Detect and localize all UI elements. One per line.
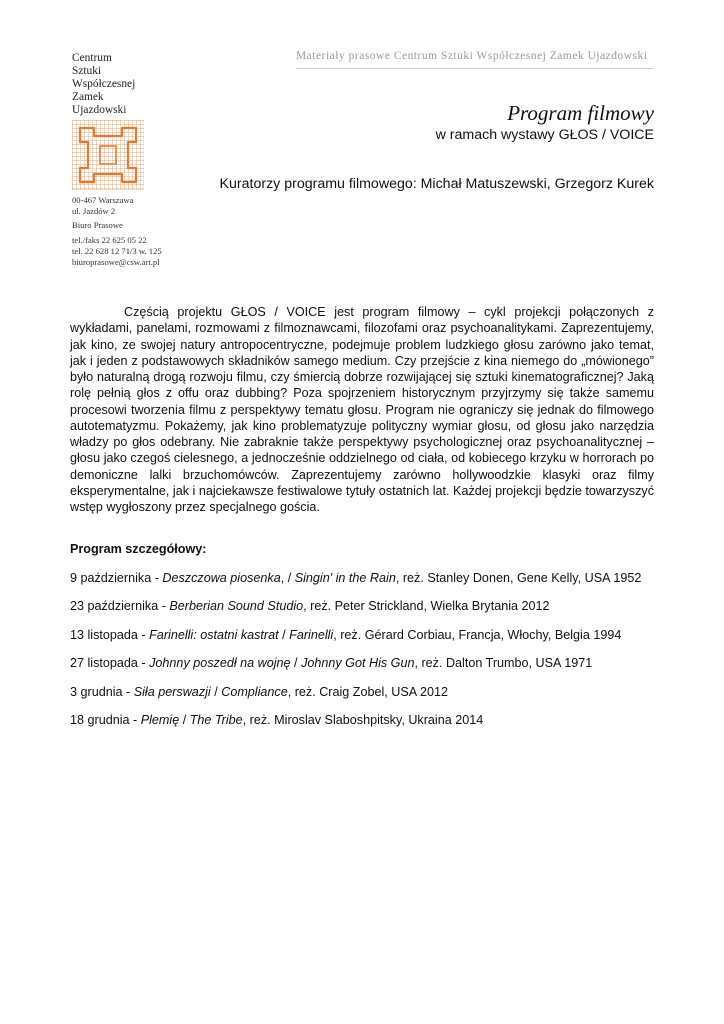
press-header: Materiały prasowe Centrum Sztuki Współczesnej Zamek Ujazdowski: [296, 50, 654, 69]
address-line: ul. Jazdów 2: [72, 206, 116, 217]
org-name-line: Centrum: [72, 52, 112, 64]
org-name: [72, 52, 135, 117]
program-title-original: The Tribe: [189, 713, 243, 727]
title-separator: /: [210, 684, 222, 699]
title-separator: /: [179, 713, 190, 727]
address-line: 00-467 Warszawa: [72, 195, 134, 205]
program-details: , reż. Dalton Trumbo, USA 1971: [414, 656, 593, 670]
title-separator: , /: [280, 571, 295, 585]
program-item: [70, 655, 670, 684]
program-title-pl: Deszczowa piosenka: [162, 571, 281, 585]
email: biuroprasowe@csw.art.pl: [72, 257, 160, 268]
program-details: , reż. Craig Zobel, USA 2012: [287, 684, 449, 699]
body-paragraph: Częścią projektu GŁOS / VOICE jest program filmowy – cykl projekcji połączonych z wykładami, panelami, rozmowami z filmoznawcami, filozofami oraz psychoanalitykami. Zaprezentujemy, jak kino, ze swojej natury antropocentryczne, podejmuje problem ludzkiego głosu zarówno jako temat, jak i jeden z podstawowych składników samego medium. Czy przejście z kina niemego do „mówionego” było naturalną drogą rozwoju filmu, czy śmiercią dobrze rozwijającej się sztuki kinematograficznej? Jaką rolę pełnią głos z offu oraz dubbing? Poza spojrzeniem historycznym przyjrzymy się także samemu procesowi tworzenia filmu z perspektywy tematu głosu. Program nie ograniczy się jednak do filmowego autotematyzmu. Pokażemy, jak kino problematyzuje polityczny wymiar głosu, od głosu jako narzędzia władzy po głos odebrany. Nie zabraknie także perspektywy psychologicznej oraz psychoanalitycznej – głosu jako czegoś cielesnego, a jednocześnie oddzielnego od ciała, od kobiecego krzyku w horrorach po demoniczne lalki brzuchomówców. Zaprezentujemy zarówno hollywoodzkie klasyki oraz filmy eksperymentalne, jak i najciekawsze festiwalowe tytuły ostatnich lat. Każdej projekcji będzie towarzyszyć wstęp wygłoszony przez specjalnego gościa.: [70, 305, 654, 514]
program-title-pl: Siła perswazji: [133, 684, 211, 699]
title-separator: /: [290, 656, 302, 670]
program-title-pl: Berberian Sound Studio: [169, 599, 304, 613]
program-title-pl: Plemię: [140, 713, 180, 727]
program-title-original: Compliance: [221, 684, 288, 699]
program-details: , reż. Miroslav Slaboshpitsky, Ukraina 2014: [242, 713, 484, 727]
program-details: , reż. Gérard Corbiau, Francja, Włochy, Belgia 1994: [333, 627, 622, 642]
castle-logo-icon: [72, 120, 144, 190]
phone: tel. 22 628 12 71/3 w. 125: [72, 245, 162, 256]
program-title-pl: Farinelli: ostatni kastrat: [149, 627, 279, 642]
curators-line: Kuratorzy programu filmowego: Michał Matuszewski, Grzegorz Kurek: [219, 176, 654, 192]
title-separator: ,: [303, 599, 307, 613]
program-title-original: Johnny Got His Gun: [301, 656, 415, 670]
program-heading: Program szczegółowy:: [70, 542, 207, 556]
org-name-line: Sztuki: [72, 65, 102, 77]
program-date: 13 listopada -: [70, 627, 150, 642]
phone-fax: tel./faks 22 625 05 22: [72, 234, 147, 245]
contact-block: [72, 195, 162, 268]
program-title-original: Singin' in the Rain: [294, 571, 396, 585]
program-date: 27 listopada -: [70, 656, 150, 670]
program-item: [70, 627, 670, 656]
org-name-line: Ujazdowski: [72, 104, 127, 116]
page-subtitle: w ramach wystawy GŁOS / VOICE: [435, 127, 654, 143]
program-title-pl: Johnny poszedł na wojnę: [149, 656, 291, 670]
program-date: 3 grudnia -: [70, 684, 134, 699]
program-title-original: Farinelli: [289, 627, 334, 642]
program-item: [70, 712, 670, 741]
program-details: , reż. Stanley Donen, Gene Kelly, USA 1952: [395, 571, 642, 585]
page-title: Program filmowy: [507, 101, 654, 125]
press-office-label: Biuro Prasowe: [72, 220, 123, 231]
program-item: [70, 570, 670, 598]
program-item: [70, 598, 670, 627]
program-date: 9 października -: [70, 571, 163, 585]
program-date: 18 grudnia -: [70, 713, 141, 727]
program-item: [70, 684, 670, 713]
program-date: 23 października -: [70, 599, 170, 613]
program-list: [70, 570, 670, 741]
program-details: reż. Peter Strickland, Wielka Brytania 2012: [306, 599, 550, 613]
org-name-line: Zamek: [72, 91, 104, 103]
org-name-line: Współczesnej: [72, 78, 136, 90]
title-separator: /: [278, 627, 290, 642]
